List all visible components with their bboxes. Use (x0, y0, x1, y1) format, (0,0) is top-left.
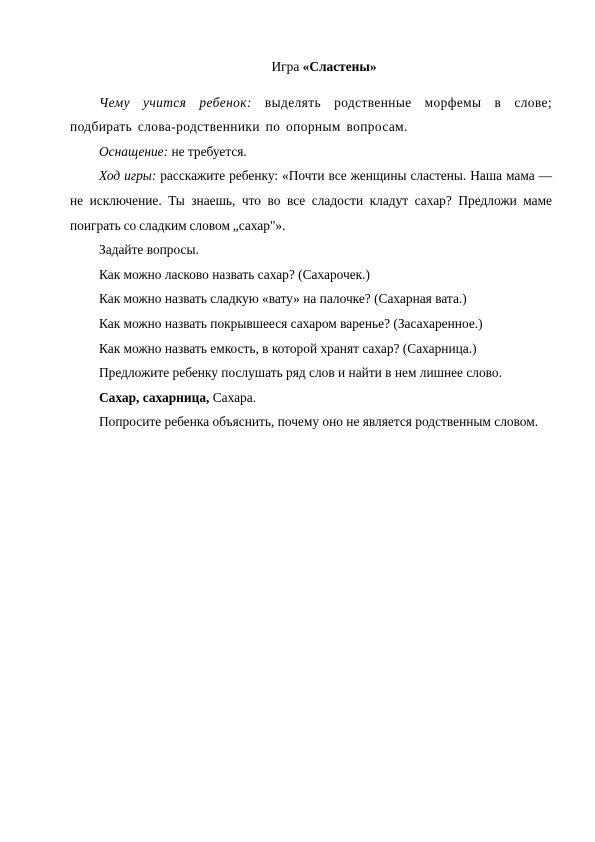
title-prefix: Игра (271, 59, 303, 74)
equipment-label: Оснащение: (99, 143, 169, 159)
goal-label: Чему учится ребенок: (99, 94, 252, 110)
words-rest: Сахара. (209, 389, 257, 405)
paragraph-offer: Предложите ребенку послушать ряд слов и найти в нем лишнее слово. (99, 365, 502, 381)
game-title (96, 55, 552, 80)
words-bold: Сахар, сахарница, (99, 389, 210, 405)
question-3: Как можно назвать покрывшееся сахаром варенье? (Засахаренное.) (99, 315, 483, 331)
question-4: Как можно назвать емкость, в которой хранят сахар? (Сахарница.) (99, 340, 477, 356)
question-1: Как можно ласково назвать сахар? (Сахарочек.) (99, 266, 370, 282)
procedure-text: расскажите ребенку: «Почти все женщины сластены. Наша мама — не исключение. Ты знаешь, что во все сладости кладут сахар? Предложи маме поиграть со сладким словом „сахар"». (70, 168, 552, 233)
paragraph-procedure (70, 164, 552, 238)
paragraph-ask: Задайте вопросы. (99, 242, 199, 258)
goal-text: выделять родственные морфемы в слове; подбирать слова-родственники по опорным вопросам. (70, 94, 552, 135)
document-body (70, 55, 552, 435)
equipment-text: не требуется. (168, 143, 247, 159)
paragraph-equipment (70, 140, 552, 165)
title-name: «Сластены» (302, 59, 377, 74)
paragraph-explain: Попросите ребенка объяснить, почему оно не является родственным словом. (99, 414, 539, 430)
paragraph-goal (70, 91, 552, 140)
paragraph-words (70, 386, 552, 411)
question-2: Как можно назвать сладкую «вату» на палочке? (Сахарная вата.) (99, 291, 467, 307)
procedure-label: Ход игры: (99, 168, 157, 184)
